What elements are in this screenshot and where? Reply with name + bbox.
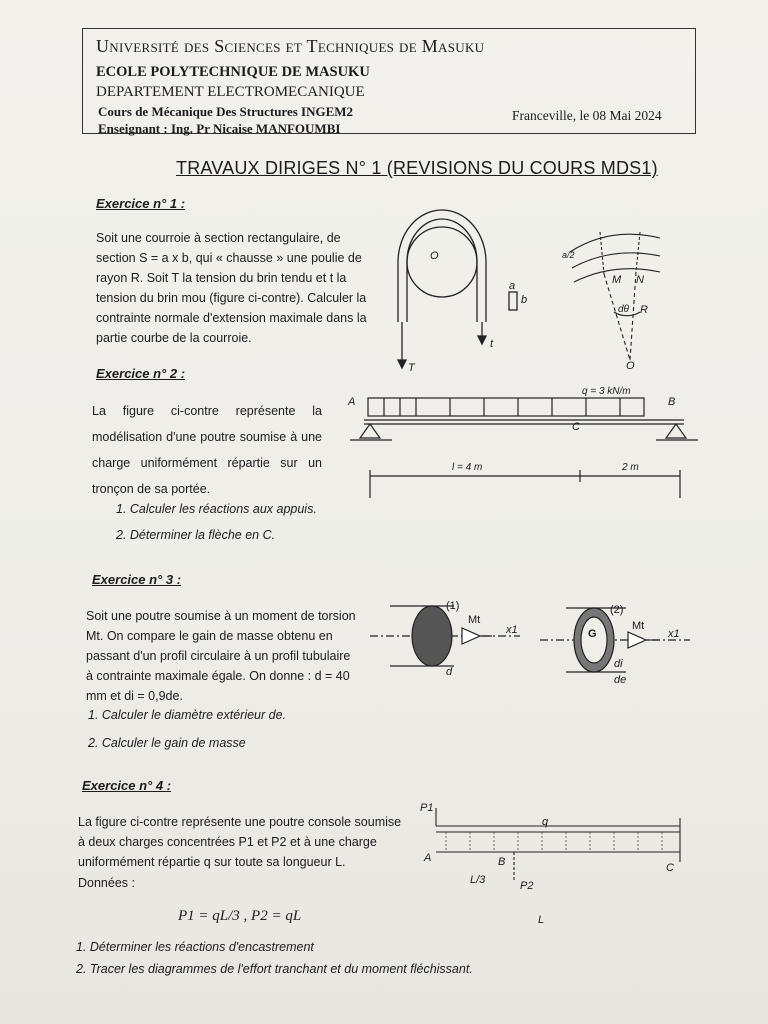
teacher-name: Enseignant : Ing. Pr Nicaise MANFOUMBI xyxy=(98,121,341,136)
exercise-3-item-1: 1. Calculer le diamètre extérieur de. xyxy=(88,708,287,722)
fig1-label-a: a xyxy=(509,280,516,292)
exercise-1-heading: Exercice n° 1 : xyxy=(96,196,186,211)
fig2-label-C: C xyxy=(572,421,580,433)
fig3-label-x1-2: x1 xyxy=(668,628,680,640)
exercise-4-item-2: 2. Tracer les diagrammes de l'effort tranchant et du moment fléchissant. xyxy=(76,962,473,976)
exercise-1-text: Soit une courroie à section rectangulaire, de section S = a x b, qui « chausse » une poulie de rayon R. Soit T la tension du brin tendu et t la tension du brin mou (figure ci-contre). Calculer la contrainte normale d'extension maximale dans la partie courbe de la courroie. xyxy=(96,231,367,345)
fig1-label-R: R xyxy=(640,304,648,316)
exercise-4-item-1: 1. Déterminer les réactions d'encastrement xyxy=(76,940,314,954)
fig1-label-o: O xyxy=(430,250,439,262)
fig4-label-A: A xyxy=(424,852,432,864)
fig1-label-a2: a/2 xyxy=(562,250,575,260)
fig1-label-t: t xyxy=(490,338,494,350)
exercise-2-item-1: 1. Calculer les réactions aux appuis. xyxy=(116,502,317,516)
exercise-3-heading: Exercice n° 3 : xyxy=(92,572,182,587)
school-name: ECOLE POLYTECHNIQUE DE MASUKU xyxy=(96,64,370,80)
exercise-4-donnees: Données : xyxy=(78,876,135,890)
exercise-3-item-2: 2. Calculer le gain de masse xyxy=(88,736,246,750)
fig3-label-mt-2: Mt xyxy=(632,620,645,632)
fig2-label-length-2: 2 m xyxy=(622,462,639,473)
fig3-label-1: (1) xyxy=(446,600,460,612)
exercise-4-text: La figure ci-contre représente une poutre console soumise à deux charges concentrées P1 et P2 et à une charge uniformément répartie q sur toute sa longueur L. xyxy=(78,815,402,869)
fig3-label-mt-1: Mt xyxy=(468,614,481,626)
university-name: Université des Sciences et Techniques de Masuku xyxy=(96,36,485,56)
page-title: TRAVAUX DIRIGES N° 1 (REVISIONS DU COURS MDS1) xyxy=(176,158,658,178)
exercise-2-item-2: 2. Déterminer la flèche en C. xyxy=(116,528,276,542)
place-date: Franceville, le 08 Mai 2024 xyxy=(512,108,662,123)
department-name: DEPARTEMENT ELECTROMECANIQUE xyxy=(96,84,365,100)
fig1-label-M: M xyxy=(612,274,622,286)
fig2-label-A: A xyxy=(348,396,356,408)
course-name: Cours de Mécanique Des Structures INGEM2 xyxy=(98,104,354,119)
fig1-label-T: T xyxy=(408,362,415,374)
fig1-label-N: N xyxy=(636,274,644,286)
exercise-3-text: Soit une poutre soumise à un moment de torsion Mt. On compare le gain de masse obtenu en passant d'un profil circulaire à un profil tubulaire à contrainte maximale égale. On donne : d = 40 mm et di = 0,9de. xyxy=(86,609,356,703)
fig4-label-C: C xyxy=(666,862,674,874)
fig3-label-di: di xyxy=(614,658,623,670)
fig1-label-dtheta: dθ xyxy=(618,304,629,315)
fig3-label-2: (2) xyxy=(610,604,624,616)
exercise-2-heading: Exercice n° 2 : xyxy=(96,366,186,381)
fig4-label-B: B xyxy=(498,856,506,868)
fig4-label-q: q xyxy=(542,816,549,828)
exercise-4-formula: P1 = qL/3 , P2 = qL xyxy=(178,908,302,924)
fig3-label-x1-1: x1 xyxy=(506,624,518,636)
fig2-label-B: B xyxy=(668,396,676,408)
exercise-4-heading: Exercice n° 4 : xyxy=(82,778,172,793)
exercise-2-text: La figure ci-contre représente la modélisation d'une poutre soumise à une charge uniformément répartie sur un tronçon de sa portée. xyxy=(92,404,322,496)
fig3-label-d: d xyxy=(446,666,453,678)
fig3-label-G: G xyxy=(588,628,597,640)
fig1-label-O2: O xyxy=(626,360,635,372)
fig2-label-q: q = 3 kN/m xyxy=(582,386,631,397)
fig3-label-de: de xyxy=(614,674,627,686)
fig4-label-P2: P2 xyxy=(520,880,534,892)
fig2-label-length: l = 4 m xyxy=(452,462,483,473)
fig4-label-L: L xyxy=(538,914,545,926)
fig1-label-b: b xyxy=(521,294,528,306)
fig4-label-L3: L/3 xyxy=(470,874,486,886)
fig4-label-P1: P1 xyxy=(420,802,434,814)
